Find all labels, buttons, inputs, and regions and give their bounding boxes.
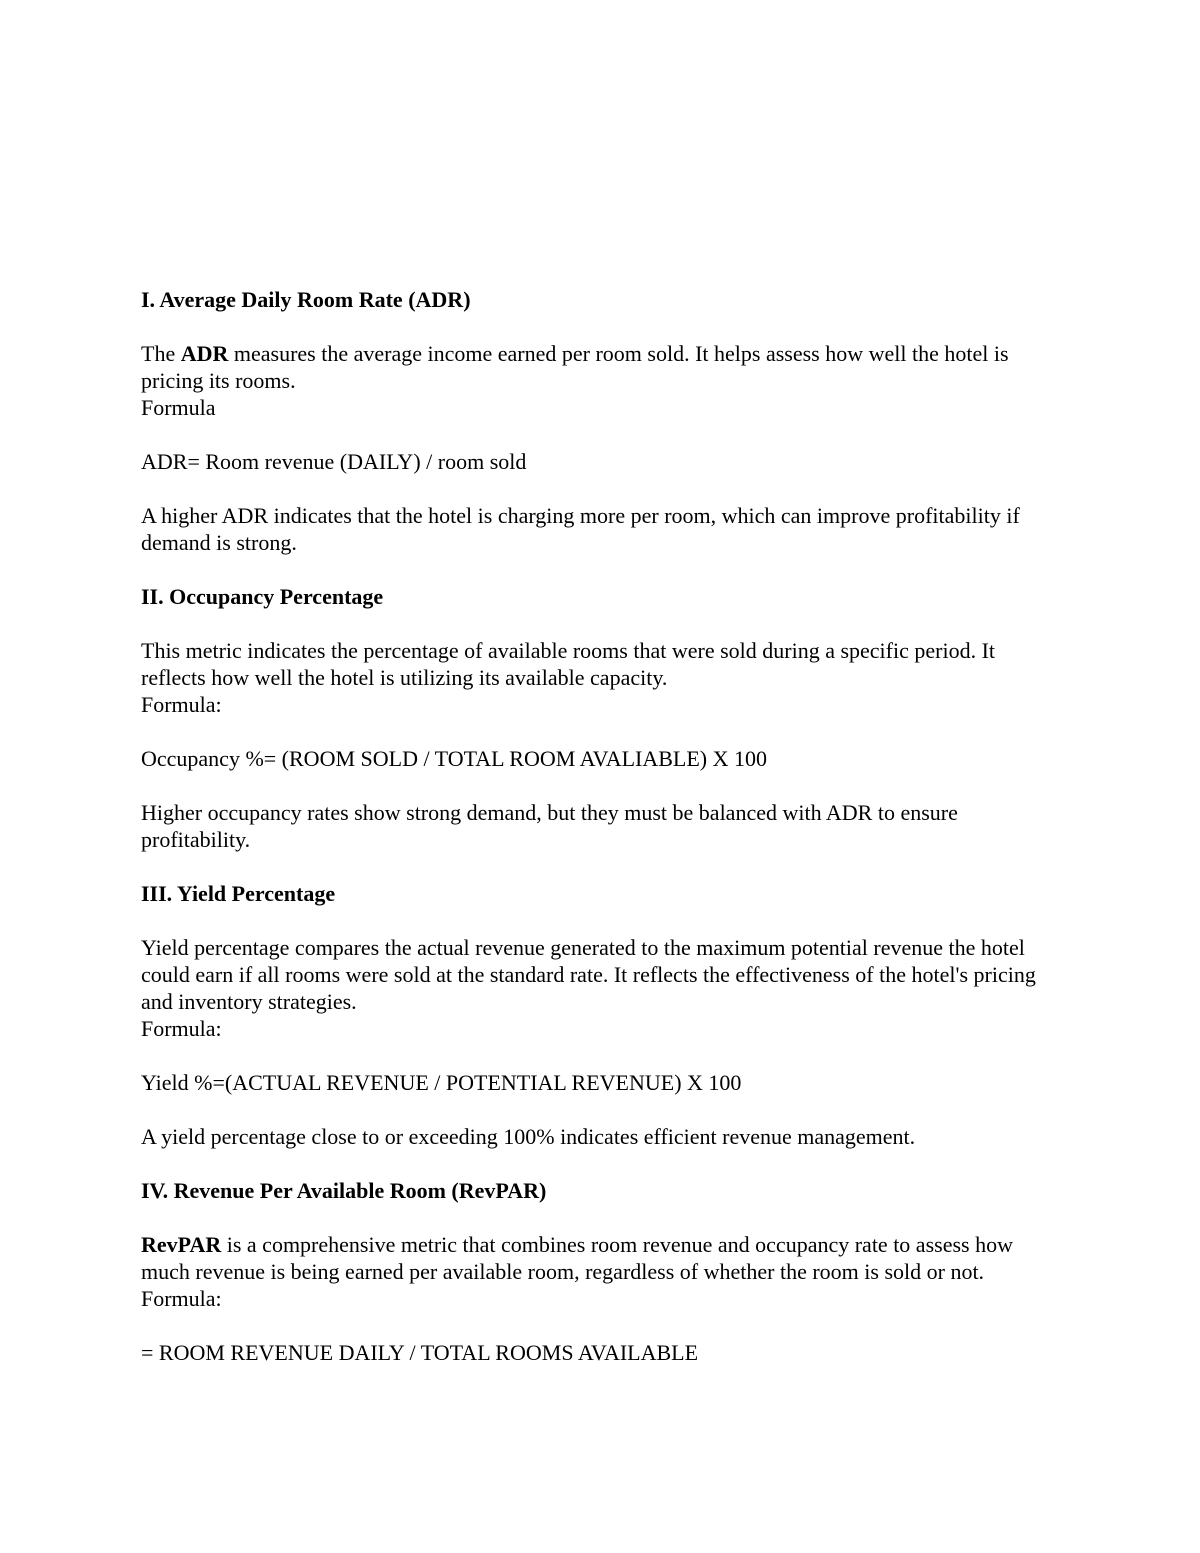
document-body — [141, 286, 1061, 1393]
section-note: A higher ADR indicates that the hotel is charging more per room, which can improve profitability if demand is strong. — [141, 503, 1020, 555]
formula: Occupancy %= (ROOM SOLD / TOTAL ROOM AVALIABLE) X 100 — [141, 746, 768, 771]
section-occupancy — [141, 583, 1061, 853]
section-intro-block — [141, 934, 1061, 1042]
formula-label: Formula — [141, 395, 216, 420]
intro-lead: The — [141, 341, 181, 366]
section-intro-block — [141, 637, 1061, 718]
section-heading: II. Occupancy Percentage — [141, 584, 384, 609]
intro-term: ADR — [180, 341, 229, 366]
intro-text: is a comprehensive metric that combines room revenue and occupancy rate to assess how much revenue is being earned per available room, regardless of whether the room is sold or not. — [141, 1232, 1013, 1284]
section-heading: I. Average Daily Room Rate (ADR) — [141, 287, 471, 312]
intro-text: measures the average income earned per room sold. It helps assess how well the hotel is pricing its rooms. — [141, 341, 1009, 393]
section-intro — [141, 340, 1061, 394]
section-intro: This metric indicates the percentage of available rooms that were sold during a specific period. It reflects how well the hotel is utilizing its available capacity. — [141, 638, 996, 690]
section-intro-block — [141, 1231, 1061, 1312]
section-heading: IV. Revenue Per Available Room (RevPAR) — [141, 1178, 547, 1203]
section-intro: Yield percentage compares the actual revenue generated to the maximum potential revenue the hotel could earn if all rooms were sold at the standard rate. It reflects the effectiveness of the hotel's pricing and inventory strategies. — [141, 935, 1036, 1014]
formula: Yield %=(ACTUAL REVENUE / POTENTIAL REVENUE) X 100 — [141, 1070, 742, 1095]
section-intro-block — [141, 340, 1061, 421]
formula-label: Formula: — [141, 692, 222, 717]
section-note: A yield percentage close to or exceeding 100% indicates efficient revenue management. — [141, 1124, 916, 1149]
section-intro — [141, 1231, 1061, 1285]
formula: ADR= Room revenue (DAILY) / room sold — [141, 449, 527, 474]
section-note: Higher occupancy rates show strong demand, but they must be balanced with ADR to ensure profitability. — [141, 800, 958, 852]
formula-label: Formula: — [141, 1286, 222, 1311]
section-revpar — [141, 1177, 1061, 1366]
section-adr — [141, 286, 1061, 556]
formula-label: Formula: — [141, 1016, 222, 1041]
intro-term: RevPAR — [141, 1232, 222, 1257]
formula: = ROOM REVENUE DAILY / TOTAL ROOMS AVAILABLE — [141, 1340, 699, 1365]
section-yield — [141, 880, 1061, 1150]
section-heading: III. Yield Percentage — [141, 881, 336, 906]
